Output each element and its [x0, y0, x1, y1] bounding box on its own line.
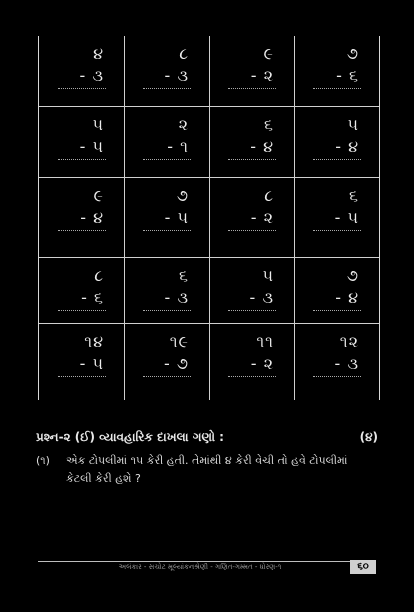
answer-line[interactable] — [58, 88, 106, 89]
subtrahend: - ૫ — [334, 208, 359, 227]
subtrahend: - ૨ — [250, 66, 274, 85]
grid-cell — [294, 258, 379, 324]
answer-line[interactable] — [58, 310, 106, 311]
subtrahend: - ૫ — [79, 354, 104, 373]
question-number: (૧) — [36, 454, 50, 467]
subtrahend: - ૨ — [250, 208, 274, 227]
grid-cell — [124, 36, 209, 107]
question-header — [36, 430, 378, 445]
grid-cell — [209, 36, 294, 107]
grid-cell — [39, 258, 124, 324]
minuend: ૬ — [264, 115, 274, 134]
subtrahend: - ૩ — [164, 288, 189, 307]
answer-line[interactable] — [143, 310, 191, 311]
answer-line[interactable] — [143, 230, 191, 231]
grid-cell — [294, 178, 379, 258]
answer-line[interactable] — [228, 310, 276, 311]
footer-divider — [38, 561, 375, 562]
grid-cell — [294, 107, 379, 178]
grid-cell — [209, 258, 294, 324]
subtrahend: - ૪ — [335, 137, 359, 156]
minuend: ૭ — [346, 44, 359, 63]
subtrahend: - ૩ — [164, 66, 189, 85]
grid-cell — [39, 107, 124, 178]
grid-cell — [209, 107, 294, 178]
grid-cell — [39, 178, 124, 258]
minuend: ૯ — [263, 44, 274, 63]
subtrahend: - ૩ — [79, 66, 104, 85]
answer-line[interactable] — [58, 376, 106, 377]
minuend: ૪ — [93, 44, 104, 63]
answer-line[interactable] — [58, 230, 106, 231]
grid-cell — [124, 178, 209, 258]
answer-line[interactable] — [143, 88, 191, 89]
minuend: ૮ — [264, 186, 274, 205]
subtrahend: - ૪ — [80, 208, 104, 227]
grid-cell — [124, 107, 209, 178]
subtrahend: - ૭ — [164, 354, 189, 373]
minuend: ૫ — [347, 115, 359, 134]
page-number-badge: ૬૦ — [350, 560, 376, 574]
answer-line[interactable] — [58, 159, 106, 160]
minuend: ૮ — [179, 44, 189, 63]
answer-line[interactable] — [228, 159, 276, 160]
answer-line[interactable] — [228, 88, 276, 89]
grid-cell — [294, 324, 379, 400]
minuend: ૬ — [349, 186, 359, 205]
subtrahend: - ૬ — [336, 66, 359, 85]
subtraction-grid — [38, 36, 380, 400]
subtrahend: - ૨ — [250, 354, 274, 373]
subtrahend: - ૬ — [81, 288, 104, 307]
minuend: ૬ — [179, 266, 189, 285]
question-line-2: કેટલી કેરી હશે ? — [66, 472, 141, 485]
minuend: ૧૯ — [169, 332, 189, 351]
answer-line[interactable] — [313, 310, 361, 311]
subtrahend: - ૩ — [334, 354, 359, 373]
minuend: ૭ — [346, 266, 359, 285]
grid-cell — [209, 178, 294, 258]
answer-line[interactable] — [313, 88, 361, 89]
minuend: ૧૨ — [339, 332, 359, 351]
grid-cell — [39, 36, 124, 107]
grid-cell — [209, 324, 294, 400]
question-marks: (૪) — [359, 430, 378, 444]
answer-line[interactable] — [228, 230, 276, 231]
grid-cell — [294, 36, 379, 107]
minuend: ૫ — [262, 266, 274, 285]
grid-cell — [124, 324, 209, 400]
subtrahend: - ૫ — [164, 208, 189, 227]
footer-text: અલંકાર - સચોટ મૂલ્યાંકનશ્રેણી - ગણિત-ગમ્મત - ધોરણ-૧ — [118, 563, 282, 571]
minuend: ૯ — [93, 186, 104, 205]
answer-line[interactable] — [228, 376, 276, 377]
answer-line[interactable] — [143, 376, 191, 377]
subtrahend: - ૪ — [250, 137, 274, 156]
minuend: ૭ — [176, 186, 189, 205]
answer-line[interactable] — [313, 230, 361, 231]
subtrahend: - ૫ — [79, 137, 104, 156]
grid-cell — [124, 258, 209, 324]
answer-line[interactable] — [313, 159, 361, 160]
answer-line[interactable] — [143, 159, 191, 160]
question-text — [66, 452, 376, 488]
subtrahend: - ૧ — [167, 137, 189, 156]
minuend: ૫ — [92, 115, 104, 134]
minuend: ૧૧ — [256, 332, 274, 351]
question-item — [36, 452, 376, 488]
subtrahend: - ૩ — [249, 288, 274, 307]
minuend: ૮ — [94, 266, 104, 285]
question-heading: પ્રશ્ન-૨ (ઈ) વ્યાવહારિક દાખલા ગણો : — [36, 430, 224, 444]
answer-line[interactable] — [313, 376, 361, 377]
grid-cell — [39, 324, 124, 400]
subtrahend: - ૪ — [335, 288, 359, 307]
minuend: ૧૪ — [84, 332, 104, 351]
question-line-1: એક ટોપલીમાં ૧૫ કેરી હતી. તેમાંથી ૪ કેરી વેચી તો હવે ટોપલીમાં — [66, 454, 348, 467]
minuend: ૨ — [178, 115, 189, 134]
